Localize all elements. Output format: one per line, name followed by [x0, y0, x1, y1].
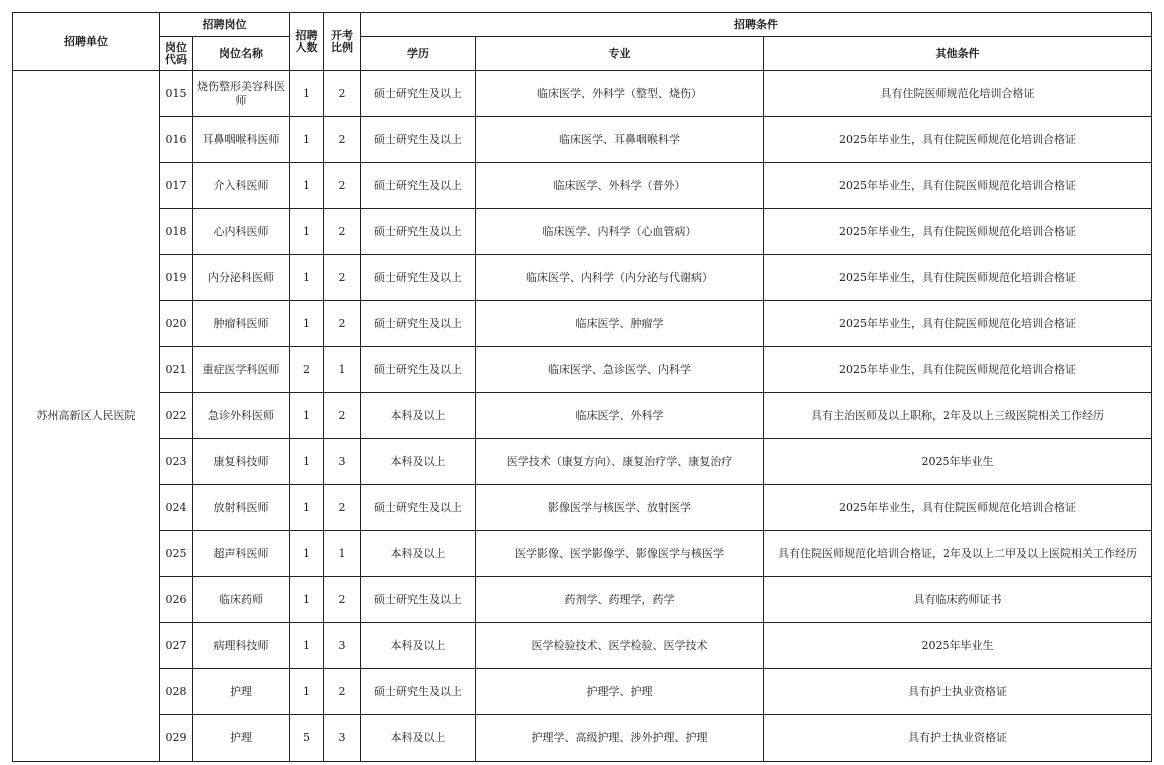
post-code-cell: 029	[160, 715, 193, 762]
major-cell: 临床医学、耳鼻咽喉科学	[476, 117, 764, 163]
education-cell: 硕士研究生及以上	[361, 347, 476, 393]
post-name-cell: 耳鼻咽喉科医师	[193, 117, 290, 163]
header-major: 专业	[476, 37, 764, 71]
ratio-cell: 2	[324, 669, 361, 715]
table-row	[13, 71, 1152, 117]
other-conditions-cell: 具有临床药师证书	[764, 577, 1152, 623]
other-conditions-cell: 具有主治医师及以上职称，2年及以上三级医院相关工作经历	[764, 393, 1152, 439]
table-row	[13, 531, 1152, 577]
other-conditions-cell: 具有护士执业资格证	[764, 669, 1152, 715]
table-row	[13, 393, 1152, 439]
major-cell: 医学影像、医学影像学、影像医学与核医学	[476, 531, 764, 577]
post-code-cell: 020	[160, 301, 193, 347]
table-row	[13, 623, 1152, 669]
header-count: 招聘人数	[290, 13, 324, 71]
post-name-cell: 心内科医师	[193, 209, 290, 255]
education-cell: 硕士研究生及以上	[361, 71, 476, 117]
major-cell: 临床医学、内科学（心血管病）	[476, 209, 764, 255]
post-code-cell: 024	[160, 485, 193, 531]
education-cell: 本科及以上	[361, 531, 476, 577]
post-name-cell: 烧伤整形美容科医师	[193, 71, 290, 117]
count-cell: 1	[290, 255, 324, 301]
post-name-cell: 介入科医师	[193, 163, 290, 209]
education-cell: 硕士研究生及以上	[361, 163, 476, 209]
count-cell: 1	[290, 163, 324, 209]
post-code-cell: 026	[160, 577, 193, 623]
table-row	[13, 255, 1152, 301]
count-cell: 1	[290, 393, 324, 439]
count-cell: 1	[290, 117, 324, 163]
ratio-cell: 2	[324, 301, 361, 347]
major-cell: 临床医学、外科学	[476, 393, 764, 439]
count-cell: 1	[290, 531, 324, 577]
header-row-1	[13, 13, 1152, 37]
header-other: 其他条件	[764, 37, 1152, 71]
education-cell: 硕士研究生及以上	[361, 485, 476, 531]
other-conditions-cell: 2025年毕业生，具有住院医师规范化培训合格证	[764, 163, 1152, 209]
ratio-cell: 2	[324, 71, 361, 117]
other-conditions-cell: 2025年毕业生，具有住院医师规范化培训合格证	[764, 485, 1152, 531]
ratio-cell: 2	[324, 393, 361, 439]
ratio-cell: 3	[324, 715, 361, 762]
post-code-cell: 019	[160, 255, 193, 301]
unit-name-cell: 苏州高新区人民医院	[13, 71, 160, 762]
ratio-cell: 2	[324, 255, 361, 301]
table-row	[13, 117, 1152, 163]
count-cell: 1	[290, 485, 324, 531]
count-cell: 5	[290, 715, 324, 762]
recruitment-table	[12, 12, 1152, 762]
other-conditions-cell: 具有护士执业资格证	[764, 715, 1152, 762]
other-conditions-cell: 具有住院医师规范化培训合格证	[764, 71, 1152, 117]
post-name-cell: 康复科技师	[193, 439, 290, 485]
count-cell: 1	[290, 669, 324, 715]
count-cell: 1	[290, 577, 324, 623]
table-row	[13, 669, 1152, 715]
post-name-cell: 病理科技师	[193, 623, 290, 669]
major-cell: 医学技术（康复方向）、康复治疗学、康复治疗	[476, 439, 764, 485]
education-cell: 本科及以上	[361, 623, 476, 669]
header-ratio: 开考比例	[324, 13, 361, 71]
post-code-cell: 023	[160, 439, 193, 485]
table-row	[13, 209, 1152, 255]
table-row	[13, 347, 1152, 393]
major-cell: 护理学、护理	[476, 669, 764, 715]
ratio-cell: 1	[324, 347, 361, 393]
ratio-cell: 1	[324, 531, 361, 577]
post-name-cell: 内分泌科医师	[193, 255, 290, 301]
education-cell: 硕士研究生及以上	[361, 669, 476, 715]
count-cell: 2	[290, 347, 324, 393]
education-cell: 硕士研究生及以上	[361, 301, 476, 347]
post-code-cell: 025	[160, 531, 193, 577]
ratio-cell: 2	[324, 163, 361, 209]
education-cell: 硕士研究生及以上	[361, 577, 476, 623]
ratio-cell: 3	[324, 623, 361, 669]
count-cell: 1	[290, 71, 324, 117]
other-conditions-cell: 2025年毕业生，具有住院医师规范化培训合格证	[764, 209, 1152, 255]
post-name-cell: 放射科医师	[193, 485, 290, 531]
count-cell: 1	[290, 439, 324, 485]
major-cell: 护理学、高级护理、涉外护理、护理	[476, 715, 764, 762]
header-post-name: 岗位名称	[193, 37, 290, 71]
post-name-cell: 护理	[193, 715, 290, 762]
post-name-cell: 急诊外科医师	[193, 393, 290, 439]
other-conditions-cell: 2025年毕业生，具有住院医师规范化培训合格证	[764, 255, 1152, 301]
ratio-cell: 2	[324, 485, 361, 531]
ratio-cell: 2	[324, 577, 361, 623]
count-cell: 1	[290, 623, 324, 669]
table-row	[13, 485, 1152, 531]
post-code-cell: 027	[160, 623, 193, 669]
post-name-cell: 肿瘤科医师	[193, 301, 290, 347]
other-conditions-cell: 2025年毕业生，具有住院医师规范化培训合格证	[764, 117, 1152, 163]
table-row	[13, 301, 1152, 347]
other-conditions-cell: 具有住院医师规范化培训合格证，2年及以上二甲及以上医院相关工作经历	[764, 531, 1152, 577]
major-cell: 临床医学、肿瘤学	[476, 301, 764, 347]
count-cell: 1	[290, 209, 324, 255]
major-cell: 药剂学、药理学，药学	[476, 577, 764, 623]
header-row-2	[13, 37, 1152, 71]
header-unit: 招聘单位	[13, 13, 160, 71]
post-code-cell: 017	[160, 163, 193, 209]
table-row	[13, 439, 1152, 485]
table-row	[13, 163, 1152, 209]
major-cell: 影像医学与核医学、放射医学	[476, 485, 764, 531]
table-row	[13, 577, 1152, 623]
post-name-cell: 护理	[193, 669, 290, 715]
other-conditions-cell: 2025年毕业生	[764, 439, 1152, 485]
other-conditions-cell: 2025年毕业生	[764, 623, 1152, 669]
post-code-cell: 028	[160, 669, 193, 715]
header-education: 学历	[361, 37, 476, 71]
education-cell: 本科及以上	[361, 439, 476, 485]
education-cell: 硕士研究生及以上	[361, 117, 476, 163]
table-row	[13, 715, 1152, 762]
header-post: 招聘岗位	[160, 13, 290, 37]
education-cell: 本科及以上	[361, 393, 476, 439]
other-conditions-cell: 2025年毕业生，具有住院医师规范化培训合格证	[764, 301, 1152, 347]
table-body	[13, 71, 1152, 762]
education-cell: 硕士研究生及以上	[361, 209, 476, 255]
post-code-cell: 015	[160, 71, 193, 117]
other-conditions-cell: 2025年毕业生，具有住院医师规范化培训合格证	[764, 347, 1152, 393]
post-name-cell: 临床药师	[193, 577, 290, 623]
header-post-code: 岗位代码	[160, 37, 193, 71]
ratio-cell: 2	[324, 209, 361, 255]
ratio-cell: 2	[324, 117, 361, 163]
education-cell: 硕士研究生及以上	[361, 255, 476, 301]
major-cell: 临床医学、急诊医学、内科学	[476, 347, 764, 393]
post-code-cell: 022	[160, 393, 193, 439]
post-name-cell: 超声科医师	[193, 531, 290, 577]
post-code-cell: 016	[160, 117, 193, 163]
count-cell: 1	[290, 301, 324, 347]
header-conditions: 招聘条件	[361, 13, 1152, 37]
major-cell: 临床医学、内科学（内分泌与代谢病）	[476, 255, 764, 301]
post-code-cell: 018	[160, 209, 193, 255]
post-name-cell: 重症医学科医师	[193, 347, 290, 393]
major-cell: 医学检验技术、医学检验、医学技术	[476, 623, 764, 669]
post-code-cell: 021	[160, 347, 193, 393]
education-cell: 本科及以上	[361, 715, 476, 762]
ratio-cell: 3	[324, 439, 361, 485]
major-cell: 临床医学、外科学（普外）	[476, 163, 764, 209]
major-cell: 临床医学、外科学（整型、烧伤）	[476, 71, 764, 117]
